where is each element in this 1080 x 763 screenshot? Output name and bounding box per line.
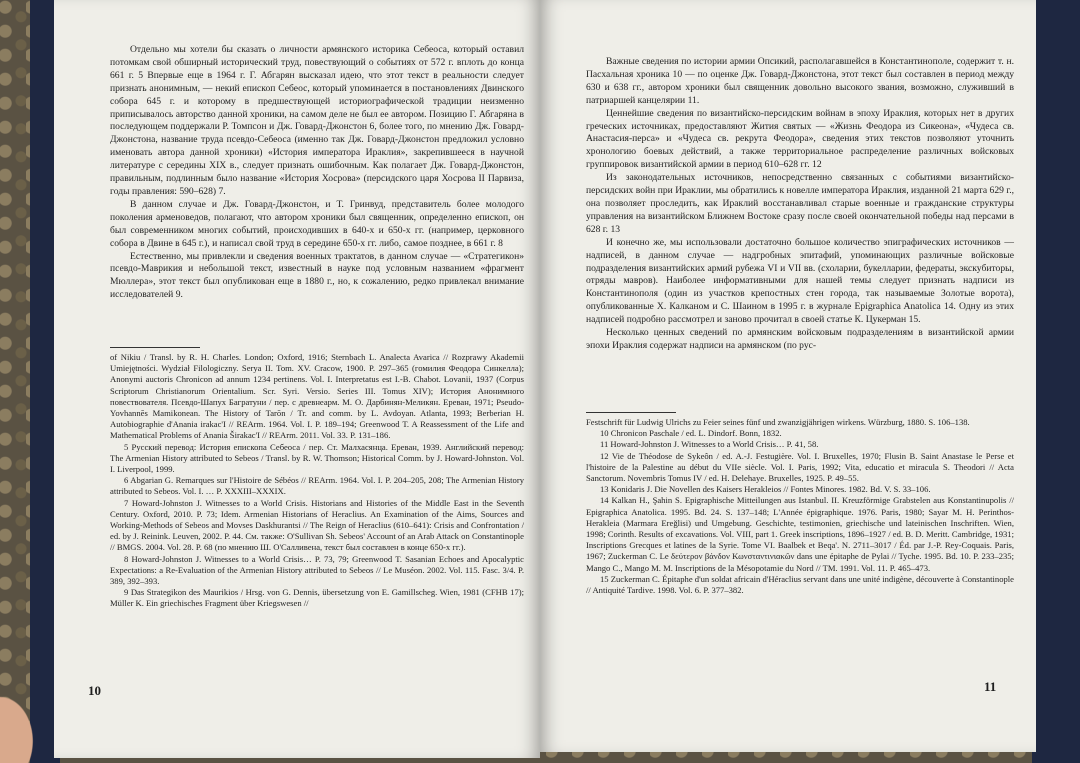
footnote-rule xyxy=(586,412,676,413)
right-page-footnotes xyxy=(586,417,1014,596)
left-page-footnotes xyxy=(110,352,524,610)
footnote: 9 Das Strategikon des Maurikios / Hrsg. von G. Dennis, übersetzung von E. Gamillscheg. Wien, 1981 (CFHB 17); Müller K. Ein griechisches Fragment über Kriegswesen // xyxy=(110,587,524,609)
footnote: 15 Zuckerman C. Épitaphe d'un soldat africain d'Héraclius servant dans une unité indigène, découverte à Constantinople // Antiquité Tardive. 1998. Vol. 6. P. 377–382. xyxy=(586,573,1014,596)
page-number: 10 xyxy=(88,683,101,698)
right-paragraph: Несколько ценных сведений по армянским войсковым подразделениям в византийской армии эпохи Ираклия содержат надписи на армянском (по рус- xyxy=(586,327,1014,351)
left-paragraph: Отдельно мы хотели бы сказать о личности армянского историка Себеоса, который оставил потомкам свой обширный исторический труд, повествующий о событиях от 572 г. вплоть до конца 661 г. 5 Впервые еще в 1964 г. Г. Абгарян высказал идею, что этот текст в реальности следует признать анонимным, — некий епископ Себеос, который упоминается в постановлениях Двинского собора 645 г. и которому в предшествующей историографической традиции неизменно приписывалось авторство данной хроники, на самом деле не был ее автором. Позицию Г. Абгаряна в последующем поддержали Р. Томпсон и Дж. Говард-Джонстон 6, более того, по мнению Дж. Говард-Джонстона, название труда псевдо-Себеоса (именно так Дж. Говард-Джонстон предложил условно именовать автора данной хроники) «История императора Ираклия», закрепившееся в научной литературе с середины XIX в., следует признать ошибочным. Как полагает Дж. Говард-Джонстон, правильным, подлинным было название «История Хосрова» (персидского царя Хосрова II Парвиза, годы правления: 590–628) 7. xyxy=(110,44,524,197)
footnote: Festschrift für Ludwig Ulrichs zu Feier seines fünf und zwanzigjährigen wirkens. Würzburg, 1880. S. 106–138. xyxy=(586,417,970,427)
right-paragraph: И конечно же, мы использовали достаточно большое количество эпиграфических источников — надписей, в данном случае — надгробных эпитафий, упоминающих различные войсковые подразделения византийских армий рубежа VI и VII вв. (схоларии, букелларии, федераты, экскубиторы, отряды мавров). Наиболее информативными для нашей темы следует признать надписи из Константинополя (один из участков крепостных стен города, так называемые Золотые ворота), опубликованные Х. Калканом и С. Шаином в 1995 г. в журнале Epigraphica Anatolica 14. Одну из этих надписей подробно рассмотрел и заново прочитал в своей статье К. Цукерман 15. xyxy=(586,236,1014,326)
footnote: 5 Русский перевод: История епископа Себеоса / пер. Ст. Малхасянца. Ереван, 1939. Английский перевод: The Armenian History attributed to Sebeos / Transl. by R. W. Thomson; Historical Comm. by J. Howard-Johnston. Vol. I. Liverpool, 1999. xyxy=(110,441,524,475)
footnote-rule xyxy=(110,347,200,348)
left-page-body xyxy=(110,44,524,302)
right-paragraph: Из законодательных источников, непосредственно связанных с событиями византийско-персидских войн при Ираклии, мы обратились к новелле императора Ираклия, изданной 21 марта 629 г., она позволяет проследить, как Ираклий восстанавливал старые военные и гражданские структуры управления на византийском Ближнем Востоке сразу после своей окончательной победы над персами в 628 г. 13 xyxy=(586,172,1014,235)
left-paragraph: Естественно, мы привлекли и сведения военных трактатов, в данном случае — «Стратегикон» псевдо-Маврикия и небольшой текст, известный в науке под условным названием «фрагмент Мюллера», этот текст был опубликован еще в 1880 г., но, к сожалению, редко привлекал внимание исследователей 9. xyxy=(110,250,524,301)
footnote: 6 Abgarian G. Remarques sur l'Histoire de Sébéos // REArm. 1964. Vol. I. P. 204–205, 208; The Armenian History attributed to Sebeos. Vol. I. … P. XXXIII–XXXIX. xyxy=(110,475,524,497)
footnote: 10 Chronicon Paschale / ed. L. Dindorf. Bonn, 1832. xyxy=(600,428,782,439)
page-number: 11 xyxy=(984,679,997,694)
book-cover-right xyxy=(1032,0,1080,763)
right-paragraph: Важные сведения по истории армии Опсикий, располагавшейся в Константинополе, содержит т. н. Пасхальная хроника 10 — по оценке Дж. Говард-Джонстона, этот текст был составлен в период между 630 и 638 гг., автором хроники был священник довольно высокого звания, возможно, служивший в патриаршей канцелярии 11. xyxy=(586,56,1014,106)
right-page xyxy=(540,0,1036,752)
footnote: 7 Howard-Johnston J. Witnesses to a World Crisis. Historians and Histories of the Middle East in the Seventh Century. Oxford, 2010. P. 73; Idem. Armenian Historians of Heraclius. An Examination of the Aims, Sources and Working-Methods of Sebeos and Movses Daskhurantsi // The Reign of Heraclius (610–641): Crisis and Confrontation / ed. by J. Reinink. Leuven, 2002. P. 44. См. также: O'Sullivan Sh. Sebeos' Account of an Arab Attack on Constantinople // BMGS. 2004. Vol. 28. P. 68 (по мнению Ш. О'Салливена, текст был составлен в конце 650-х гг.). xyxy=(110,497,524,553)
left-paragraph: В данном случае и Дж. Говард-Джонстон, и Т. Гринвуд, представитель более молодого поколения арменоведов, полагают, что автором хроники был священник, определенно епископ, он был современником многих событий, происходивших в 640-х и 650-х гг. (например, церковного собора в Двине в 645 г.), и написал свой труд в середине 650-х гг. либо, самое позднее, в 661 г. 8 xyxy=(110,198,524,249)
right-page-body xyxy=(586,56,1014,353)
thumb xyxy=(0,690,38,763)
footnote: 12 Vie de Théodose de Sykeôn / ed. A.-J. Festugière. Vol. I. Bruxelles, 1970; Flusin B. Saint Anastase le Perse et l'histoire de la Palestine au début du VIIe siècle. Vol. I. Paris, 1992; Vita, educatio et miracula S. Theodori // Acta Sanctorum. Novembris Tomus IV / ed. H. Delehaye. Bruxelles, 1925. P. 49–55. xyxy=(586,450,1014,484)
footnote: 11 Howard-Johnston J. Witnesses to a World Crisis… P. 41, 58. xyxy=(600,439,819,450)
footnote: 14 Kalkan H., Şahin S. Epigraphische Mitteilungen aus Istanbul. II. Kreuzförmige Grabstelen aus Konstantinupolis // Epigraphica Anatolica. 1995. Bd. 24. S. 137–148; L'Année épigraphique. 1976. Paris, 1980; Sayar M. H. Perinthos-Herakleia (Marmara Ereğlisi) und Umgebung. Geschichte, testimonien, griechische und lateinischen Inschriften. Wien, 1998; Corinth. Results of excavations. Vol. VIII, part 1. Greek inscriptions, 1896–1927 / ed. B. D. Meritt. Cambridge, 1931; Inscriptions Grecques et latines de la Syrie. Tome VI. Baalbek et Beqa'. N. 2711–3017 / Éd. par J.-P. Rey-Coquais. Paris, 1967; Zuckerman C. Le δεύτερον βάνδον Κωνσταντινιακῶν dans une épitaphe de Pylai // Tyche. 1995. Bd. 10. P. 233–235; Mango C., Mango M. M. Inscriptions de la Mésopotamie du Nord // TM. 1991. Vol. 11. P. 465–473. xyxy=(586,495,1014,573)
footnote: 13 Konidaris J. Die Novellen des Kaisers Herakleios // Fontes Minores. 1982. Bd. V. S. 33–106. xyxy=(600,484,931,495)
footnote: of Nikiu / Transl. by R. H. Charles. London; Oxford, 1916; Sternbach L. Analecta Avarica // Rozprawy Akademii Umiejętności. Wydział Filologiczny. Serya II. Tom. XV. Cracow, 1900. P. 297–365 (гомилия Феодора Синкелла); Anonymi auctoris Chronicon ad annum 1234 pertinens. Vol. I. Interpretatus est I.-B. Chabot. Lovanii, 1937 (Corpus Scriptorum Christianorum Orientalium. Scr. Syri. Versio. Series III. Tomus XIV); История Анонимного повествователя. Псевдо-Шапух Багратуни / пер. с древнеарм. М. О. Дарбинян-Меликян. Ереван, 1971; Pseudo-Yovhannēs Mamikonean. The History of Tarōn / Tr. and comm. by L. Avdoyan. Atlanta, 1993; Berberian H. Autobiographie d'Anania irakac'I // REArm. 1964. Vol. I. P. 189–194; Greenwood T. A Reassessment of the Life and Mathematical Problems of Anania Širakac'I // REArm. 2011. Vol. 33. P. 131–186. xyxy=(110,352,524,441)
right-paragraph: Ценнейшие сведения по византийско-персидским войнам в эпоху Ираклия, которых нет в других греческих источниках, предоставляют Жития святых — «Жизнь Феодора из Сикеона», «Чудеса св. Анастасия-перса» и «Чудеса св. рекрута Феодора», сведения этих текстов позволяют уточнить хронологию боевых действий, а также территориальное распределение различных войсковых группировок византийской армии в период 610–628 гг. 12 xyxy=(586,107,1014,171)
footnote: 8 Howard-Johnston J. Witnesses to a World Crisis… P. 73, 79; Greenwood T. Sasanian Echoes and Apocalyptic Expectations: a Re-Evaluation of the Armenian History attributed to Sebeos // Le Muséon. 2002. Vol. 115. Fasc. 3/4. P. 389, 392–393. xyxy=(110,553,524,587)
left-page xyxy=(54,0,540,758)
